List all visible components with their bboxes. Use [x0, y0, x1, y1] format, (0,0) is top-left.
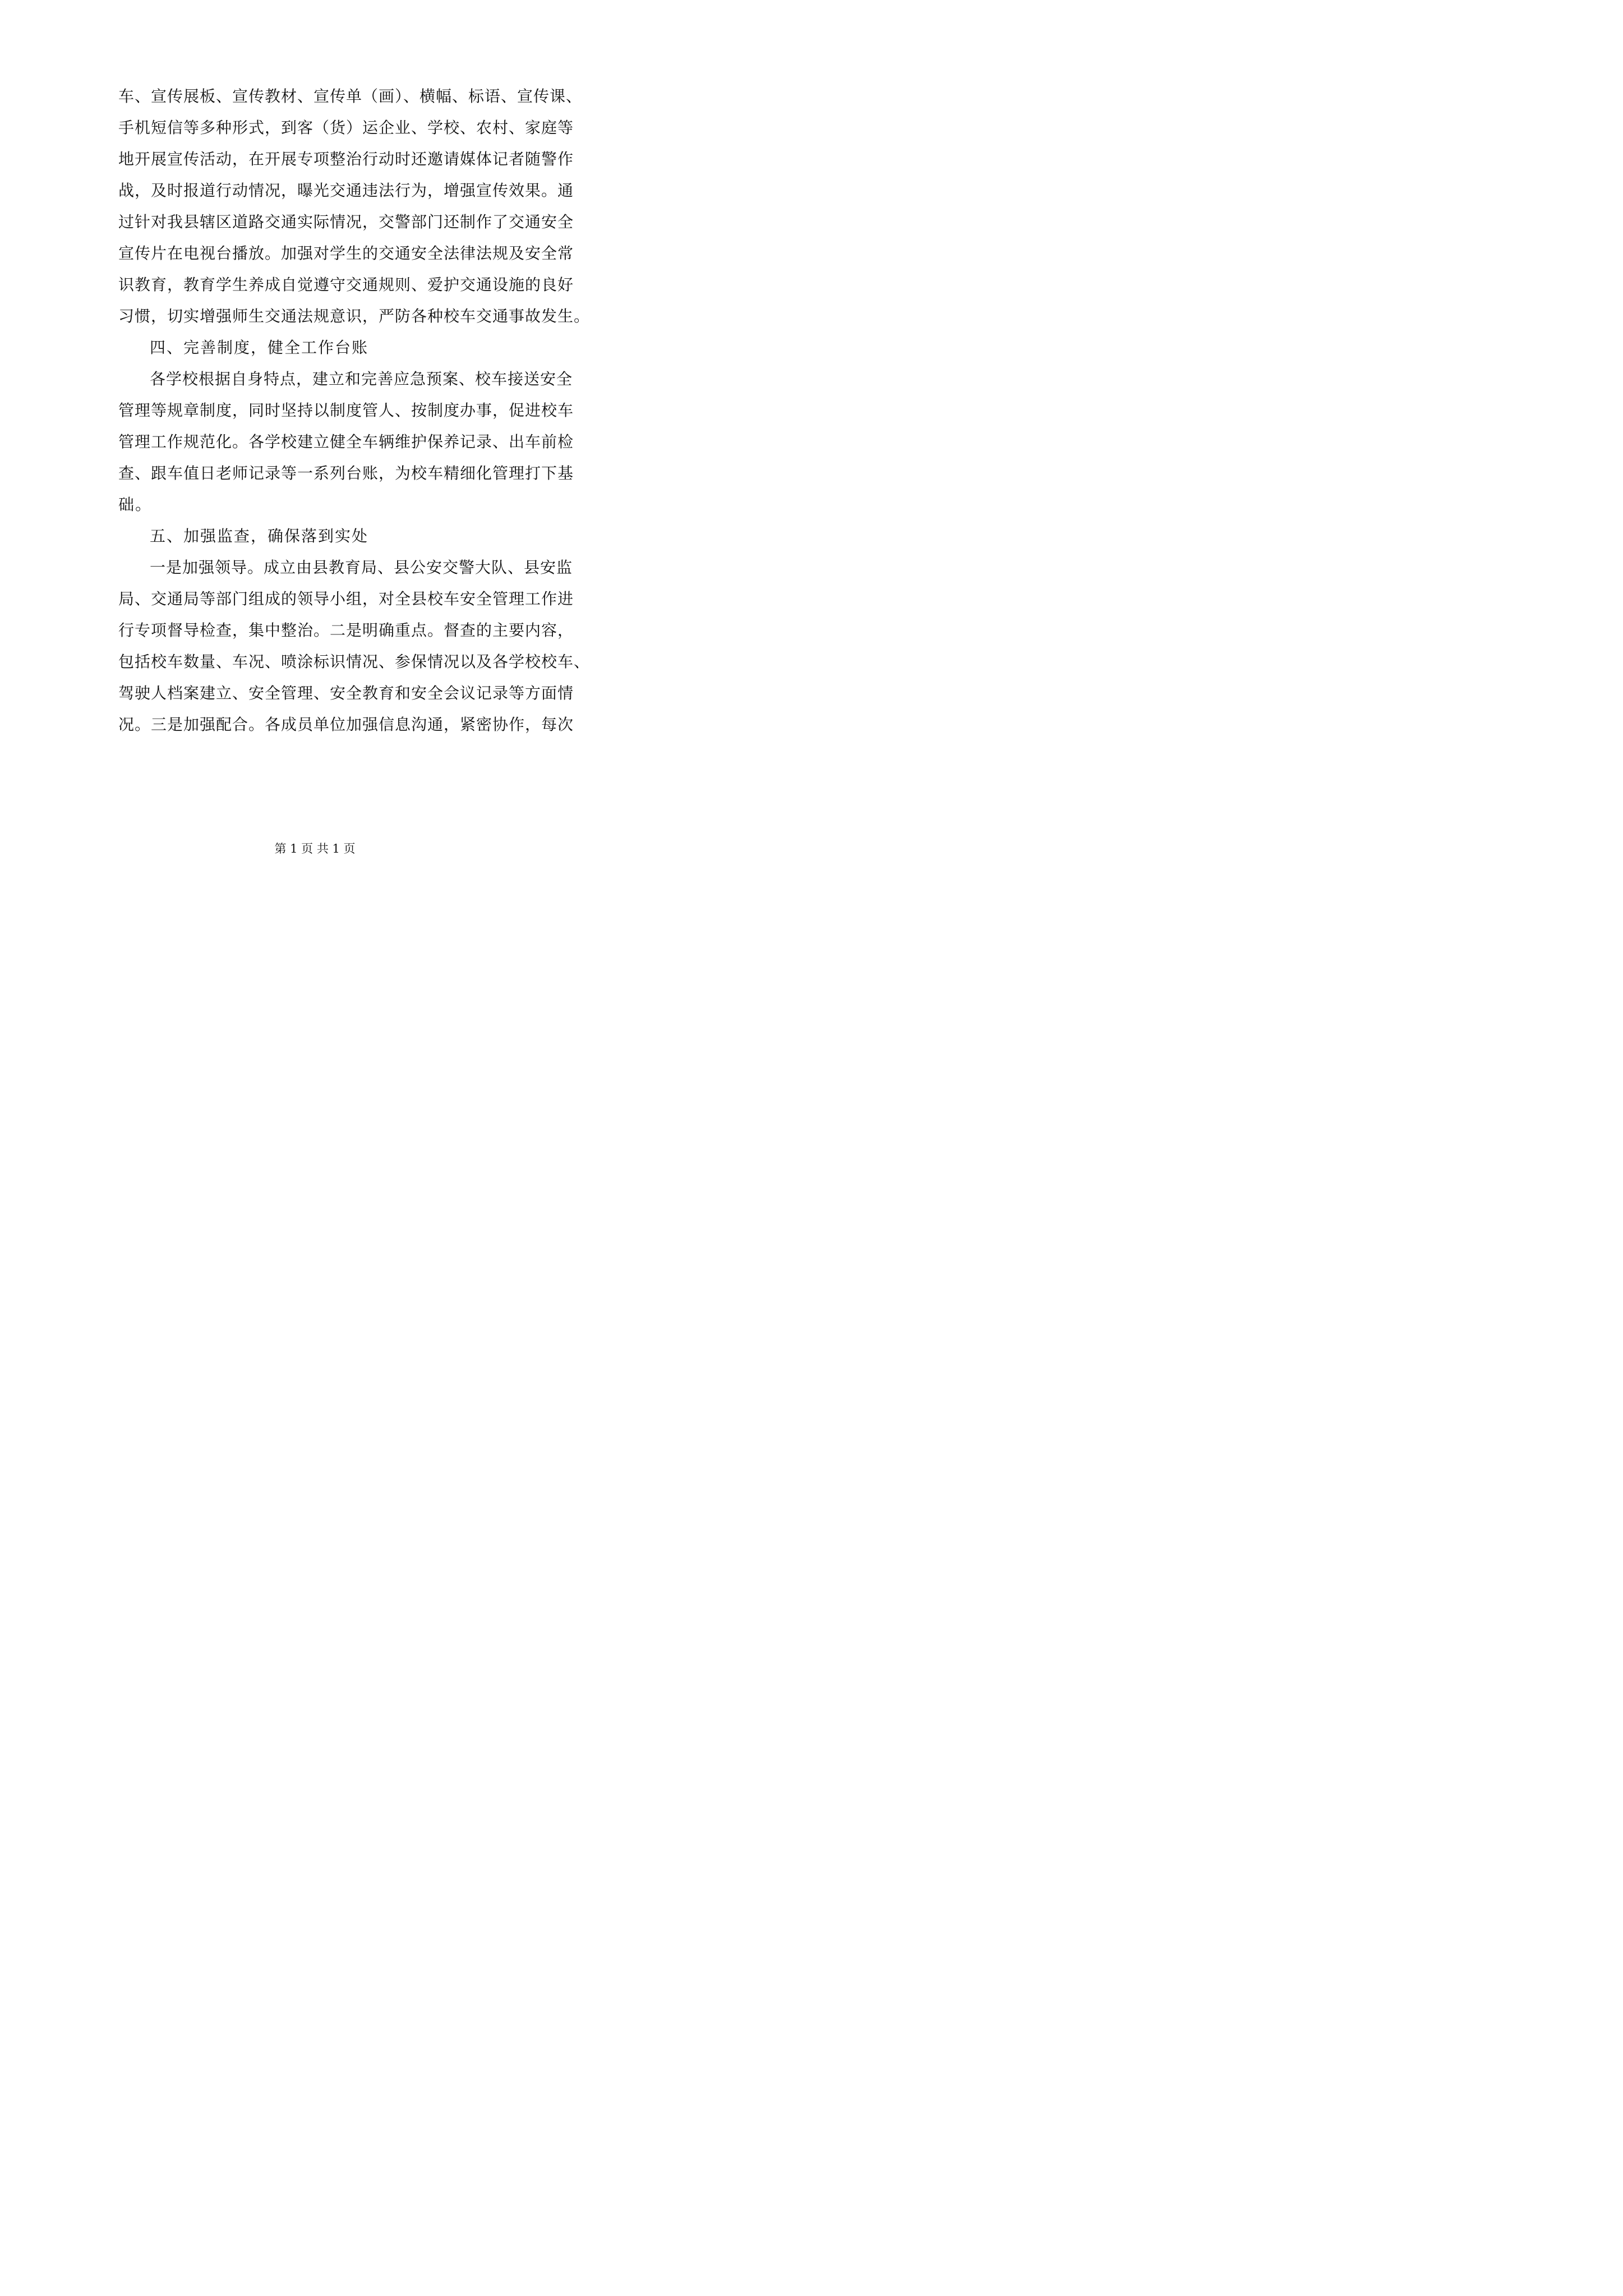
- paragraph-line: 局、交通局等部门组成的领导小组，对全县校车安全管理工作进: [118, 590, 574, 608]
- section-heading: 五、加强监查，确保落到实处: [150, 527, 369, 545]
- paragraph-line: 查、跟车值日老师记录等一系列台账，为校车精细化管理打下基: [118, 464, 574, 482]
- paragraph-line: 础。: [118, 495, 153, 514]
- paragraph-line: 战，及时报道行动情况，曝光交通违法行为，增强宣传效果。通: [118, 181, 574, 200]
- paragraph-line: 况。三是加强配合。各成员单位加强信息沟通，紧密协作，每次: [118, 715, 574, 734]
- paragraph-line: 地开展宣传活动，在开展专项整治行动时还邀请媒体记者随警作: [118, 150, 574, 168]
- paragraph-line: 管理等规章制度，同时坚持以制度管人、按制度办事，促进校车: [118, 401, 574, 420]
- paragraph-line: 驾驶人档案建立、安全管理、安全教育和安全会议记录等方面情: [118, 684, 574, 702]
- paragraph-line: 行专项督导检查，集中整治。二是明确重点。督查的主要内容，: [118, 621, 574, 639]
- paragraph-line: 宣传片在电视台播放。加强对学生的交通安全法律法规及安全常: [118, 244, 574, 263]
- paragraph-line: 识教育，教育学生养成自觉遵守交通规则、爱护交通设施的良好: [118, 275, 574, 294]
- paragraph-line: 各学校根据自身特点，建立和完善应急预案、校车接送安全: [150, 370, 573, 388]
- paragraph-line: 过针对我县辖区道路交通实际情况，交警部门还制作了交通安全: [118, 213, 574, 231]
- section-heading: 四、完善制度，健全工作台账: [150, 338, 369, 357]
- paragraph-line: 管理工作规范化。各学校建立健全车辆维护保养记录、出车前检: [118, 432, 574, 451]
- paragraph-line: 一是加强领导。成立由县教育局、县公安交警大队、县安监: [150, 558, 573, 577]
- paragraph-line: 习惯，切实增强师生交通法规意识，严防各种校车交通事故发生。: [118, 307, 591, 325]
- paragraph-line: 手机短信等多种形式，到客（货）运企业、学校、农村、家庭等: [118, 118, 574, 137]
- paragraph-line: 车、宣传展板、宣传教材、宣传单（画）、横幅、标语、宣传课、: [118, 87, 583, 105]
- page-number-footer: 第 1 页 共 1 页: [274, 842, 356, 855]
- document-page: [0, 0, 630, 891]
- paragraph-line: 包括校车数量、车况、喷涂标识情况、参保情况以及各学校校车、: [118, 652, 591, 671]
